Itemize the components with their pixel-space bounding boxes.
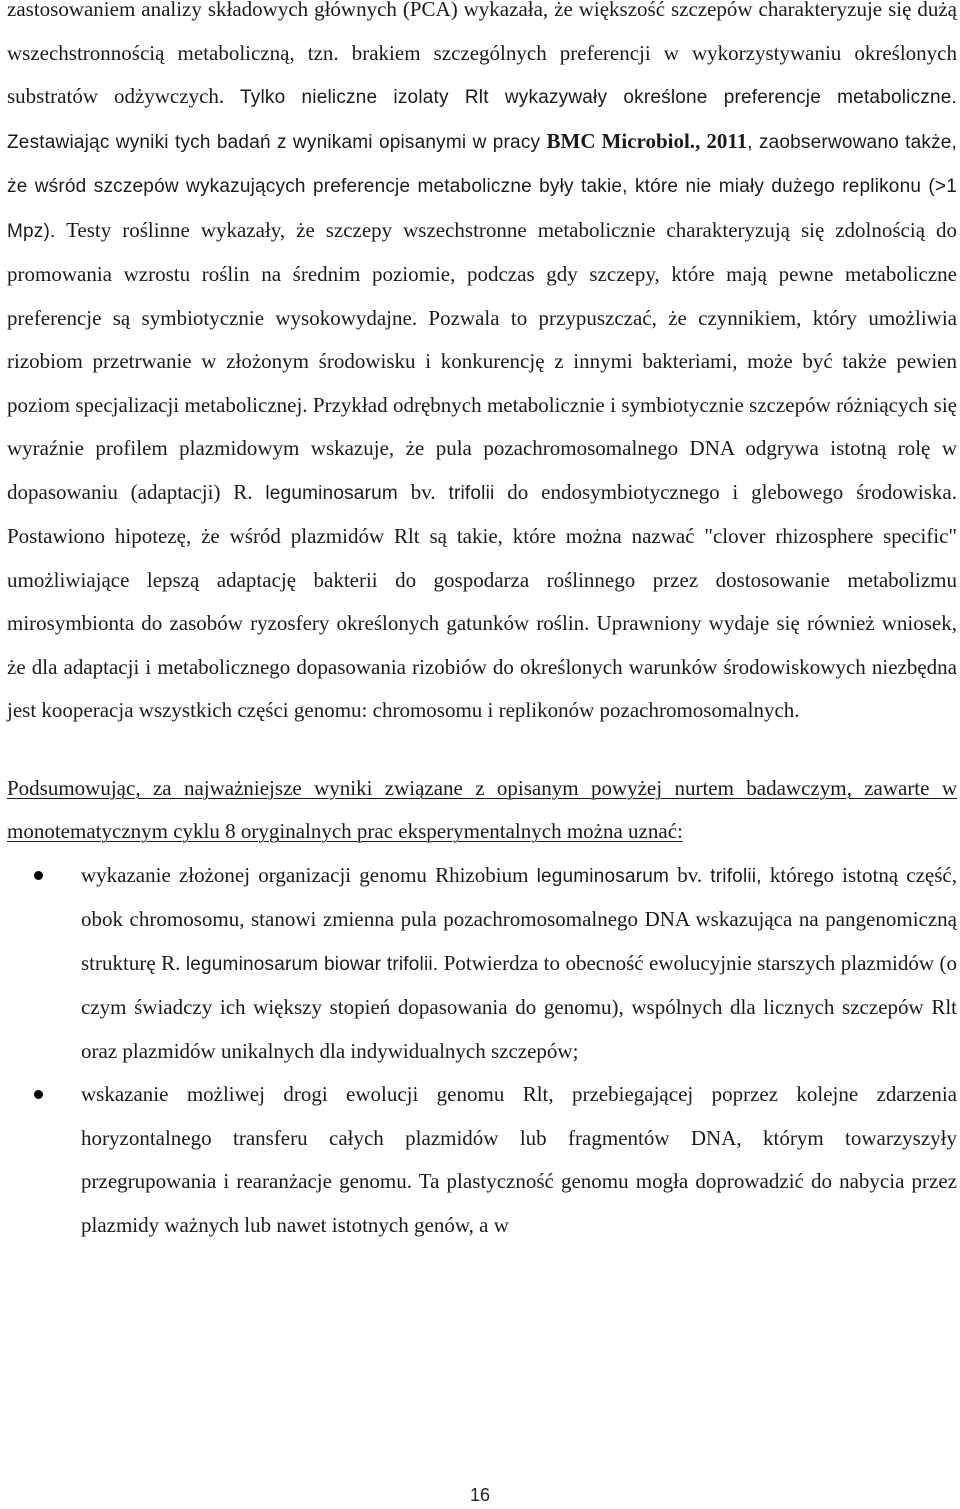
paragraph-text: bv.: [397, 479, 449, 504]
journal-name: BMC Microbiol.: [546, 128, 696, 153]
species-name: leguminosarum biowar trifolii.: [185, 953, 439, 975]
list-item: [7, 1073, 957, 1247]
document-page: [7, 0, 957, 1247]
list-item-text: wskazanie możliwej drogi ewolucji genomu Rlt, przebiegającej poprzez kolejne zdarzenia horyzontalnego transferu całych plazmidów lub fragmentów DNA, którym towarzyszyły przegrupowania i rearanżacje genomu. Ta plastyczność genomu mogła doprowadzić do nabycia przez plazmidy ważnych lub nawet istotnych genów, a w: [81, 1082, 957, 1237]
paragraph-text: Tylko nieliczne izolaty Rlt wykazywały określone preferencje metaboliczne. Zestawiając wyniki tych badań z wynikami opisanymi w pracy: [7, 87, 957, 153]
paragraph-text: do endosymbiotycznego i glebowego środowiska. Postawiono hipotezę, że wśród plazmidów Rlt są takie, które można nazwać "clover rhizosphere specific" umożliwiające lepszą adaptację bakterii do gospodarza roślinnego przez dostosowanie metabolizmu mirosymbionta do zasobów ryzosfery określonych gatunków roślin. Uprawniony wydaje się również wniosek, że dla adaptacji i metabolicznego dopasowania rizobiów do określonych warunków środowiskowych niezbędna jest kooperacja wszystkich części genomu: chromosomu i replikonów pozachromosomalnych.: [7, 479, 958, 722]
list-item-text: Potwierdza to obecność ewolucyjnie starszych plazmidów (o czym świadczy ich większy stopień dopasowania do genomu), wspólnych dla licznych szczepów Rlt oraz plazmidów unikalnych dla indywidualnych szczepów;: [81, 950, 957, 1063]
results-list: [7, 854, 957, 1248]
species-name: leguminosarum: [265, 482, 398, 504]
species-name: trifolii,: [710, 865, 762, 887]
species-name: trifolii: [448, 482, 495, 504]
species-name: leguminosarum: [536, 865, 670, 887]
journal-year: , 2011: [695, 128, 748, 153]
paragraph-text: , zaobserwowano także, że wśród szczepów wykazujących preferencje metaboliczne były takie, które nie miały dużego replikonu (>1 Mpz).: [7, 131, 958, 242]
list-item-text: wykazanie złożonej organizacji genomu Rhizobium: [81, 862, 537, 887]
bullet-icon: [34, 871, 43, 880]
list-item-text: którego istotną część, obok chromosomu, stanowi zmienna pula pozachromosomalnego DNA wskazująca na pangenomiczną strukturę R.: [81, 862, 957, 975]
body-paragraph: [7, 0, 957, 733]
bullet-icon: [34, 1090, 43, 1099]
page-number: 16: [469, 1485, 491, 1505]
paragraph-text: zastosowaniem analizy składowych głównych (PCA) wykazała, że większość szczepów charakteryzuje się dużą wszechstronnością metaboliczną, tzn. brakiem szczególnych preferencji w wykorzystywaniu określonych substratów odżywczych.: [7, 0, 957, 108]
list-item: [7, 854, 957, 1074]
list-item-text: bv.: [669, 862, 711, 887]
summary-heading: Podsumowując, za najważniejsze wyniki związane z opisanym powyżej nurtem badawczym, zawarte w monotematycznym cyklu 8 oryginalnych prac eksperymentalnych można uznać:: [7, 775, 957, 843]
paragraph-text: Testy roślinne wykazały, że szczepy wszechstronne metabolicznie charakteryzują się zdolnością do promowania wzrostu roślin na średnim poziomie, podczas gdy szczepy, które mają pewne metaboliczne preferencje są symbiotycznie wysokowydajne. Pozwala to przypuszczać, że czynnikiem, który umożliwia rizobiom przetrwanie w złożonym środowisku i konkurencję z innymi bakteriami, może być także pewien poziom specjalizacji metabolicznej. Przykład odrębnych metabolicznie i symbiotycznie szczepów różniących się wyraźnie profilem plazmidowym wskazuje, że pula pozachromosomalnego DNA odgrywa istotną rolę w dopasowaniu (adaptacji) R.: [7, 217, 957, 504]
